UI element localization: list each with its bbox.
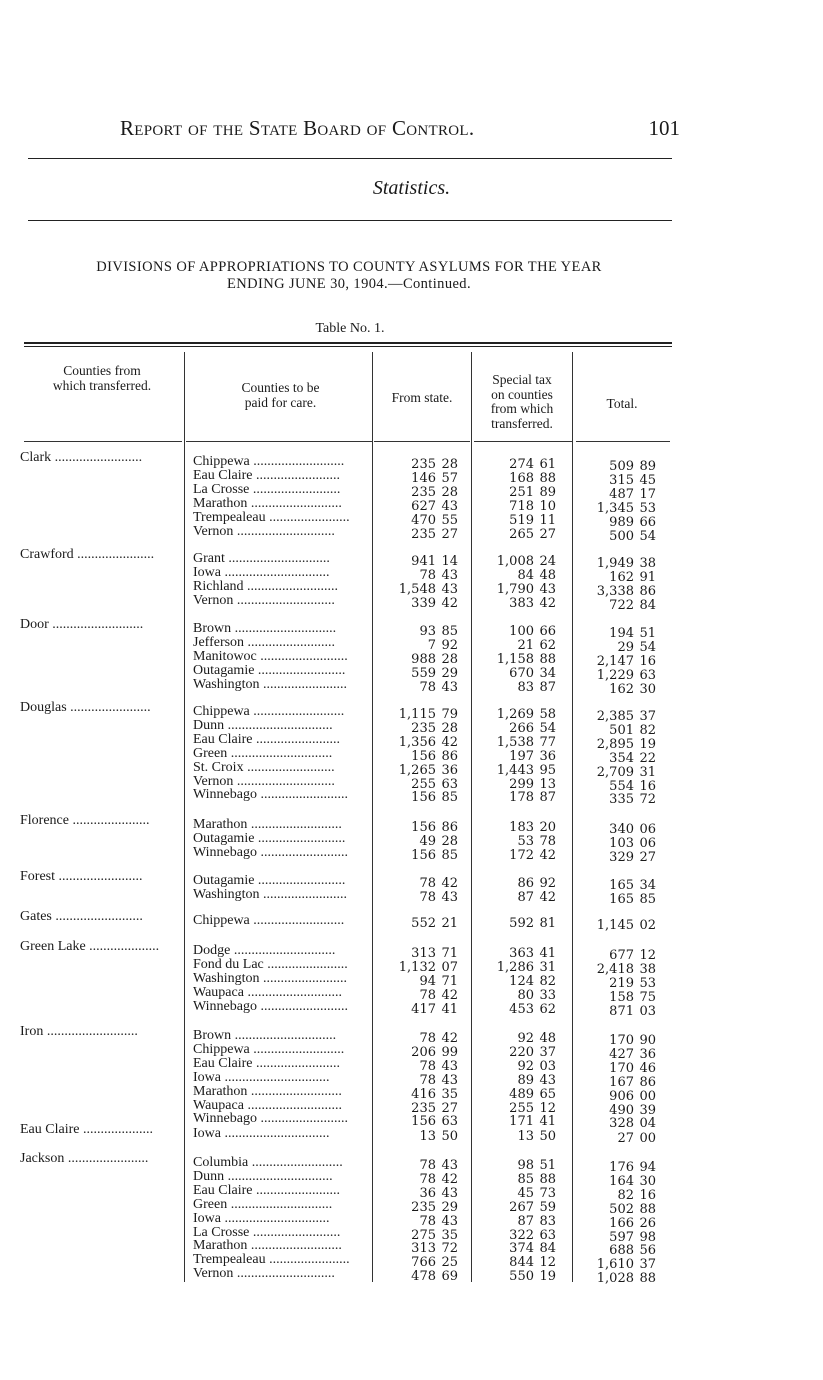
col-header-state-line: From state. [391, 390, 453, 405]
amount-total: 170 90 [609, 1033, 656, 1048]
amount-from-state: 416 35 [411, 1086, 458, 1102]
amount-special-tax: 251 89 [509, 484, 556, 500]
amount-total: 162 30 [609, 681, 656, 697]
section-title: Statistics. [372, 177, 451, 199]
county-to-label: Waupaca ........................... [193, 985, 342, 1000]
county-to-label: Vernon ............................ [193, 593, 335, 608]
amount-total: 502 88 [609, 1201, 656, 1217]
amount-from-state: 94 71 [419, 973, 458, 989]
county-to-label: Richland .......................... [193, 579, 339, 594]
county-from-label: Door .......................... [20, 618, 144, 632]
county-to-label: Fond du Lac ....................... [193, 957, 348, 972]
amount-from-state: 552 21 [411, 916, 458, 931]
county-to-label: Waupaca ........................... [193, 1098, 342, 1113]
amount-special-tax: 85 88 [517, 1171, 556, 1187]
amount-special-tax: 266 54 [509, 720, 556, 736]
amount-from-state: 156 85 [411, 790, 458, 806]
col-header-special-line: Special tax [492, 372, 552, 387]
amount-total: 500 54 [609, 528, 656, 544]
amount-from-state: 235 27 [411, 526, 458, 542]
col-header-total-line: Total. [606, 396, 638, 411]
amount-special-tax: 453 62 [509, 1001, 556, 1017]
county-to-label: Chippewa .......................... [193, 455, 345, 469]
amount-from-state: 78 42 [419, 876, 458, 891]
amount-from-state: 7 92 [427, 637, 458, 653]
amount-special-tax: 1,443 95 [496, 762, 556, 778]
county-to-label: Outagamie ......................... [193, 874, 346, 888]
col-header-special-line: on counties [491, 386, 553, 402]
amount-from-state: 78 43 [419, 1158, 458, 1173]
county-from-label: Clark ......................... [20, 451, 143, 465]
amount-total: 688 56 [609, 1243, 656, 1259]
county-from-label: Forest ........................ [20, 870, 143, 884]
county-to-label: Trempealeau ....................... [193, 510, 350, 525]
amount-total: 27 00 [617, 1131, 656, 1146]
amount-total: 3,338 86 [596, 583, 656, 599]
amount-from-state: 78 43 [419, 1072, 458, 1088]
amount-total: 2,418 38 [596, 961, 656, 977]
amount-special-tax: 100 66 [509, 624, 556, 639]
amount-total: 328 04 [609, 1116, 656, 1132]
amount-special-tax: 80 33 [517, 987, 556, 1003]
amount-total: 340 06 [609, 822, 656, 837]
county-to-label: Eau Claire ........................ [193, 1183, 340, 1198]
amount-from-state: 235 29 [411, 1199, 458, 1215]
amount-total: 335 72 [609, 792, 656, 808]
col-header-to-line: paid for care. [244, 394, 317, 410]
amount-special-tax: 87 42 [517, 889, 556, 905]
amount-total: 677 12 [609, 948, 656, 963]
county-from-label: Jackson ....................... [20, 1152, 149, 1166]
county-to-label: Washington ........................ [193, 677, 348, 692]
amount-special-tax: 670 34 [509, 665, 556, 681]
amount-total: 166 26 [609, 1215, 656, 1231]
county-from-label: Florence ...................... [20, 814, 150, 828]
amount-total: 2,709 31 [596, 764, 656, 780]
amount-from-state: 235 28 [411, 457, 458, 472]
county-to-label: Chippewa .......................... [193, 914, 345, 928]
amount-special-tax: 178 87 [509, 790, 556, 806]
heading-line-1: DIVISIONS OF APPROPRIATIONS TO COUNTY ASYLUMS FOR THE YEAR [96, 259, 602, 275]
col-header-to-line: Counties to be [241, 380, 320, 395]
amount-total: 219 53 [609, 975, 656, 991]
col-header-from-line: which transferred. [52, 377, 152, 393]
county-to-label: Iowa .............................. [193, 1211, 330, 1226]
amount-from-state: 1,132 07 [398, 959, 458, 975]
amount-total: 2,147 16 [596, 653, 656, 669]
amount-total: 329 27 [609, 849, 656, 865]
amount-total: 315 45 [609, 472, 656, 488]
county-to-label: Manitowoc ......................... [193, 649, 348, 664]
running-title: Report of the State Board of Control. [120, 116, 475, 140]
amount-special-tax: 53 78 [517, 833, 556, 849]
county-from-label: Iron .......................... [20, 1025, 138, 1039]
county-to-label: Brown ............................. [193, 1029, 337, 1043]
amount-special-tax: 21 62 [517, 637, 556, 653]
amount-from-state: 156 86 [411, 820, 458, 835]
amount-total: 165 34 [609, 878, 656, 893]
col-header-special-line: transferred. [491, 415, 553, 431]
amount-from-state: 1,356 42 [398, 734, 458, 750]
amount-total: 164 30 [609, 1173, 656, 1189]
amount-special-tax: 92 03 [517, 1058, 556, 1074]
amount-special-tax: 383 42 [509, 595, 556, 611]
county-to-label: Dunn .............................. [193, 718, 333, 733]
amount-from-state: 627 43 [411, 498, 458, 514]
county-to-label: Chippewa .......................... [193, 1042, 345, 1057]
county-to-label: Eau Claire ........................ [193, 468, 340, 483]
amount-special-tax: 86 92 [517, 876, 556, 891]
amount-from-state: 78 43 [419, 679, 458, 695]
amount-from-state: 146 57 [411, 470, 458, 486]
amount-from-state: 78 43 [419, 1058, 458, 1074]
amount-special-tax: 363 41 [509, 946, 556, 961]
amount-total: 490 39 [609, 1102, 656, 1118]
amount-special-tax: 1,158 88 [496, 651, 556, 667]
amount-from-state: 255 63 [411, 776, 458, 792]
county-to-label: Columbia .......................... [193, 1156, 343, 1170]
amount-total: 2,385 37 [596, 709, 656, 724]
amount-total: 103 06 [609, 835, 656, 851]
amount-total: 509 89 [609, 459, 656, 474]
amount-special-tax: 92 48 [517, 1031, 556, 1046]
county-to-label: Green ............................. [193, 746, 333, 761]
amount-special-tax: 322 63 [509, 1227, 556, 1243]
amount-total: 167 86 [609, 1074, 656, 1090]
amount-from-state: 559 29 [411, 665, 458, 681]
amount-from-state: 988 28 [411, 651, 458, 667]
amount-special-tax: 1,790 43 [496, 581, 556, 597]
amount-total: 427 36 [609, 1046, 656, 1062]
county-to-label: Iowa .............................. [193, 1070, 330, 1085]
amount-special-tax: 87 83 [517, 1213, 556, 1229]
amount-from-state: 235 28 [411, 484, 458, 500]
amount-from-state: 36 43 [419, 1185, 458, 1201]
amount-special-tax: 374 84 [509, 1241, 556, 1257]
amount-special-tax: 718 10 [509, 498, 556, 514]
amount-special-tax: 168 88 [509, 470, 556, 486]
county-from-label: Gates ......................... [20, 910, 143, 924]
county-to-label: Chippewa .......................... [193, 705, 345, 719]
county-to-label: Marathon .......................... [193, 1239, 342, 1254]
amount-from-state: 1,115 79 [398, 707, 458, 722]
amount-special-tax: 592 81 [509, 916, 556, 931]
amount-from-state: 78 42 [419, 1171, 458, 1187]
county-to-label: Dodge ............................. [193, 944, 336, 958]
county-to-label: Vernon ............................ [193, 774, 335, 789]
amount-total: 165 85 [609, 891, 656, 907]
county-to-label: Iowa .............................. [193, 1127, 330, 1141]
amount-special-tax: 45 73 [517, 1185, 556, 1201]
amount-from-state: 235 28 [411, 720, 458, 736]
amount-total: 194 51 [609, 626, 656, 641]
county-to-label: Vernon ............................ [193, 524, 335, 539]
col-header-special-line: from which [490, 401, 554, 416]
amount-special-tax: 1,538 77 [496, 734, 556, 750]
amount-from-state: 339 42 [411, 595, 458, 611]
county-to-label: Marathon .......................... [193, 496, 342, 511]
amount-from-state: 941 14 [411, 554, 458, 569]
amount-special-tax: 172 42 [509, 847, 556, 863]
county-to-label: Eau Claire ........................ [193, 1056, 340, 1071]
county-to-label: Vernon ............................ [193, 1267, 335, 1282]
county-to-label: Winnebago ......................... [193, 845, 348, 860]
amount-total: 989 66 [609, 514, 656, 530]
county-from-label: Green Lake .................... [20, 940, 160, 954]
amount-from-state: 766 25 [411, 1255, 458, 1271]
amount-from-state: 235 27 [411, 1100, 458, 1116]
amount-total: 176 94 [609, 1160, 656, 1175]
amount-from-state: 13 50 [419, 1129, 458, 1144]
amount-total: 1,145 02 [596, 918, 656, 933]
county-to-label: Winnebago ......................... [193, 999, 348, 1014]
amount-total: 1,610 37 [596, 1257, 656, 1273]
amount-special-tax: 171 41 [509, 1114, 556, 1130]
amount-from-state: 478 69 [411, 1269, 458, 1285]
amount-special-tax: 220 37 [509, 1044, 556, 1060]
amount-special-tax: 844 12 [509, 1255, 556, 1271]
amount-special-tax: 299 13 [509, 776, 556, 792]
amount-from-state: 313 72 [411, 1241, 458, 1257]
county-from-label: Douglas ....................... [20, 701, 151, 715]
county-to-label: Outagamie ......................... [193, 663, 346, 678]
county-to-label: Brown ............................. [193, 622, 337, 636]
county-to-label: Washington ........................ [193, 971, 348, 986]
amount-total: 170 46 [609, 1060, 656, 1076]
amount-total: 906 00 [609, 1088, 656, 1104]
amount-special-tax: 98 51 [517, 1158, 556, 1173]
amount-from-state: 93 85 [419, 624, 458, 639]
amount-total: 1,028 88 [596, 1271, 656, 1287]
amount-from-state: 470 55 [411, 512, 458, 528]
amount-total: 82 16 [617, 1187, 656, 1203]
amount-total: 29 54 [617, 639, 656, 655]
table-label: Table No. 1. [315, 321, 385, 336]
amount-special-tax: 13 50 [517, 1129, 556, 1144]
county-from-label: Crawford ...................... [20, 548, 155, 562]
county-to-label: La Crosse ......................... [193, 1225, 341, 1240]
amount-total: 501 82 [609, 722, 656, 738]
amount-special-tax: 274 61 [509, 457, 556, 472]
amount-special-tax: 83 87 [517, 679, 556, 695]
county-to-label: Winnebago ......................... [193, 788, 348, 803]
county-to-label: Grant ............................. [193, 552, 330, 566]
col-header-from-line: Counties from [63, 363, 141, 378]
county-to-label: Dunn .............................. [193, 1169, 333, 1184]
county-to-label: St. Croix ......................... [193, 760, 335, 775]
county-from-label: Eau Claire .................... [20, 1123, 153, 1137]
county-to-label: Marathon .......................... [193, 818, 342, 832]
amount-special-tax: 255 12 [509, 1100, 556, 1116]
county-to-label: Marathon .......................... [193, 1084, 342, 1099]
county-to-label: Green ............................. [193, 1197, 333, 1212]
amount-from-state: 1,548 43 [398, 581, 458, 597]
amount-special-tax: 519 11 [509, 512, 556, 528]
amount-special-tax: 197 36 [509, 748, 556, 764]
county-to-label: Iowa .............................. [193, 565, 330, 580]
county-to-label: Washington ........................ [193, 887, 348, 902]
amount-special-tax: 1,286 31 [496, 959, 556, 975]
amount-total: 1,949 38 [596, 556, 656, 571]
amount-from-state: 78 43 [419, 1213, 458, 1229]
amount-from-state: 78 42 [419, 1031, 458, 1046]
county-to-label: Outagamie ......................... [193, 831, 346, 846]
amount-from-state: 156 63 [411, 1114, 458, 1130]
heading-line-2: ENDING JUNE 30, 1904.—Continued. [227, 276, 471, 292]
page-number: 101 [648, 116, 680, 140]
amount-total: 487 17 [609, 486, 656, 502]
amount-total: 722 84 [609, 597, 656, 613]
amount-total: 871 03 [609, 1003, 656, 1019]
amount-special-tax: 265 27 [509, 526, 556, 542]
amount-from-state: 417 41 [411, 1001, 458, 1017]
amount-total: 354 22 [609, 750, 656, 766]
amount-total: 162 91 [609, 569, 656, 585]
county-to-label: La Crosse ......................... [193, 482, 341, 497]
amount-from-state: 275 35 [411, 1227, 458, 1243]
amount-from-state: 313 71 [411, 946, 458, 961]
county-to-label: Trempealeau ....................... [193, 1253, 350, 1268]
amount-total: 1,345 53 [596, 500, 656, 516]
amount-from-state: 78 43 [419, 567, 458, 583]
amount-total: 158 75 [609, 989, 656, 1005]
amount-special-tax: 1,269 58 [496, 707, 556, 722]
amount-total: 1,229 63 [596, 667, 656, 683]
amount-total: 2,895 19 [596, 736, 656, 752]
county-to-label: Jefferson ......................... [193, 635, 336, 650]
amount-total: 554 16 [609, 778, 656, 794]
amount-from-state: 156 85 [411, 847, 458, 863]
amount-special-tax: 1,008 24 [496, 554, 556, 569]
amount-special-tax: 550 19 [509, 1269, 556, 1285]
amount-from-state: 78 42 [419, 987, 458, 1003]
amount-from-state: 1,265 36 [398, 762, 458, 778]
amount-from-state: 78 43 [419, 889, 458, 905]
amount-from-state: 206 99 [411, 1044, 458, 1060]
county-to-label: Winnebago ......................... [193, 1112, 348, 1127]
amount-total: 597 98 [609, 1229, 656, 1245]
amount-special-tax: 84 48 [517, 567, 556, 583]
amount-special-tax: 89 43 [517, 1072, 556, 1088]
amount-special-tax: 183 20 [509, 820, 556, 835]
county-to-label: Eau Claire ........................ [193, 732, 340, 747]
amount-special-tax: 267 59 [509, 1199, 556, 1215]
amount-special-tax: 489 65 [509, 1086, 556, 1102]
amount-from-state: 49 28 [419, 833, 458, 849]
amount-special-tax: 124 82 [509, 973, 556, 989]
amount-from-state: 156 86 [411, 748, 458, 764]
